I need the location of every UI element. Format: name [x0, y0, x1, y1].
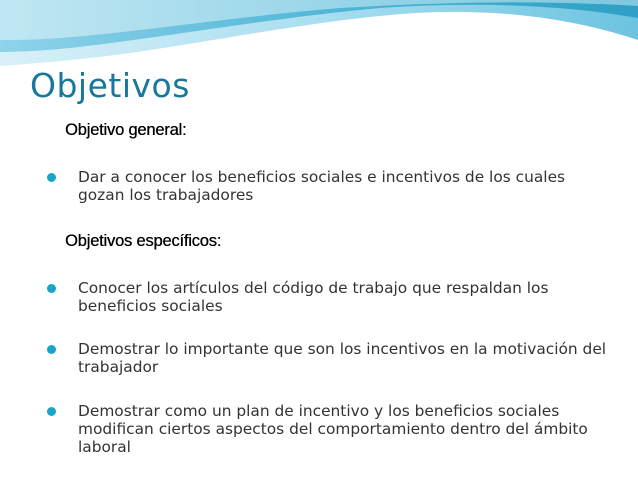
bullet-text: Dar a conocer los beneficios sociales e incentivos de los cuales gozan los trabajadores [78, 168, 566, 204]
bullet-dot-icon [47, 407, 56, 416]
bullet-dot-icon [47, 173, 56, 182]
bullet-item [47, 340, 607, 376]
bullet-dot-icon [47, 284, 56, 293]
general-objective-heading: Objetivo general: [65, 121, 187, 139]
bullet-item [47, 279, 607, 315]
bullet-item [47, 168, 607, 204]
bullet-text: Demostrar como un plan de incentivo y los beneficios sociales modifican ciertos aspectos del comportamiento dentro del ámbito laboral [78, 402, 588, 456]
bullet-text: Demostrar lo importante que son los incentivos en la motivación del trabajador [78, 340, 607, 376]
slide-title: Objetivos [30, 66, 190, 105]
bullet-item [47, 402, 607, 456]
bullet-text: Conocer los artículos del código de trabajo que respaldan los beneficios sociales [78, 279, 549, 315]
bullet-dot-icon [47, 345, 56, 354]
specific-objectives-heading: Objetivos específicos: [65, 232, 222, 250]
